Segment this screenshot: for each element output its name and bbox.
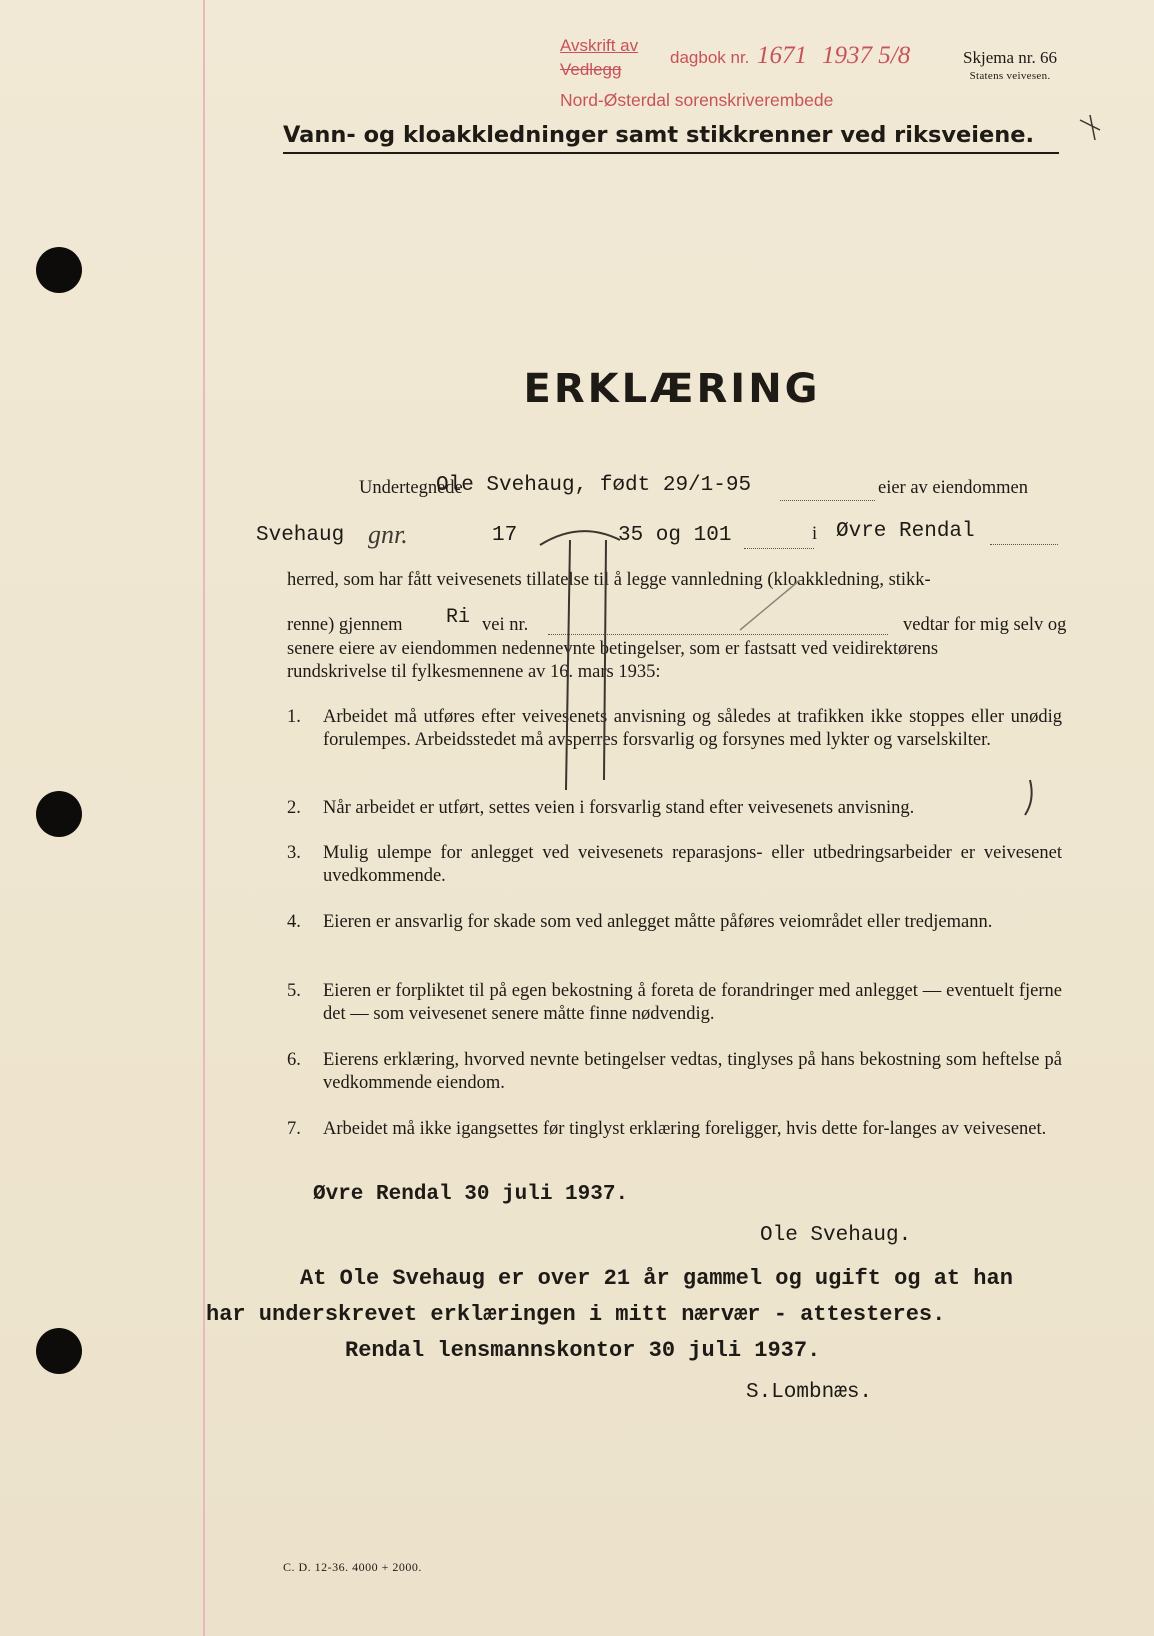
condition-text: Når arbeidet er utført, settes veien i forsvarlig stand efter veivesenets anvisning.	[323, 798, 915, 818]
document-heading: Vann- og kloakkledninger samt stikkrenner ved riksveiene.	[283, 122, 1059, 154]
typed-attest-line3: Rendal lensmannskontor 30 juli 1937.	[345, 1338, 821, 1363]
stamp-avskrift: Avskrift av	[560, 36, 639, 55]
form-line-4c: vedtar for mig selv og	[903, 615, 1067, 635]
form-line-4a: renne) gjennem	[287, 615, 403, 635]
condition-text: Arbeidet må ikke igangsettes før tinglyst erklæring foreligger, hvis dette for-langes av veivesenet.	[323, 1119, 1047, 1139]
stamp-office: Nord-Østerdal sorenskriverembede	[560, 90, 834, 110]
form-line-4b: vei nr.	[482, 615, 529, 635]
condition-text: Mulig ulempe for anlegget ved veivesenets reparasjons- eller utbedringsarbeider er veivesenet uvedkommende.	[323, 843, 1062, 886]
condition-number: 4.	[287, 912, 301, 932]
typed-place-date: Øvre Rendal 30 juli 1937.	[313, 1183, 629, 1206]
hand-gnr: gnr.	[368, 520, 408, 549]
schema-authority: Statens veivesen.	[969, 70, 1051, 82]
stamp-dagbok-number: 1671	[757, 42, 807, 69]
form-line-6: rundskrivelse til fylkesmennene av 16. mars 1935:	[287, 662, 661, 682]
stamp-dagbok: dagbok nr.	[670, 48, 750, 67]
form-line-5: senere eiere av eiendommen nedennevnte betingelser, som er fastsatt ved veidirektørens	[287, 639, 939, 659]
typed-declarant: Ole Svehaug, født 29/1-95	[436, 474, 752, 497]
stamp-vedlegg-struck: Vedlegg	[560, 60, 622, 79]
condition-text: Eieren er ansvarlig for skade som ved anlegget måtte påføres veiområdet eller tredjemann.	[323, 912, 993, 932]
typed-attest-signature: S.Lombnæs.	[746, 1381, 873, 1404]
condition-text: Arbeidet må utføres efter veivesenets anvisning og således at trafikken ikke stoppes eller unødig forulempes. Arbeidsstedet må avsperres forsvarlig og forsynes med lykter og varselskilter.	[323, 707, 1062, 750]
form-line-3: herred, som har fått veivesenets tillatelse til å legge vannledning (kloakkledning, stikk-	[287, 570, 931, 590]
condition-number: 7.	[287, 1119, 301, 1139]
condition-number: 5.	[287, 981, 301, 1001]
typed-farm: Svehaug	[256, 524, 345, 547]
print-code: C. D. 12-36. 4000 + 2000.	[283, 1560, 422, 1574]
typed-attest-line1: At Ole Svehaug er over 21 år gammel og ugift og at han	[300, 1266, 1013, 1291]
typed-municipality: Øvre Rendal	[836, 520, 975, 543]
typed-gnr-number: 17	[492, 524, 518, 547]
condition-number: 6.	[287, 1050, 301, 1070]
document-title: ERKLÆRING	[523, 366, 821, 412]
condition-number: 3.	[287, 843, 301, 863]
label-undertegnede: Undertegnede	[359, 478, 463, 498]
label-eier-av: eier av eiendommen	[878, 478, 1028, 498]
typed-bnr-numbers: 35 og 101	[618, 524, 732, 547]
typed-road-type: Ri	[446, 606, 471, 629]
typed-signature: Ole Svehaug.	[760, 1224, 912, 1247]
label-i: i	[812, 524, 818, 544]
condition-text: Eierens erklæring, hvorved nevnte betingelser vedtas, tinglyses på hans bekostning som heftelse på vedkommende eiendom.	[323, 1050, 1062, 1093]
stamp-date: 1937 5/8	[822, 42, 911, 69]
condition-number: 2.	[287, 798, 301, 818]
condition-text: Eieren er forpliktet til på egen bekostning å foreta de forandringer med anlegget — eventuelt fjerne det — som veivesenet senere måtte finne nødvendig.	[323, 981, 1062, 1024]
condition-number: 1.	[287, 707, 301, 727]
typed-attest-line2: har underskrevet erklæringen i mitt nærvær - attesteres.	[206, 1302, 946, 1327]
schema-number: Skjema nr. 66	[963, 48, 1057, 67]
